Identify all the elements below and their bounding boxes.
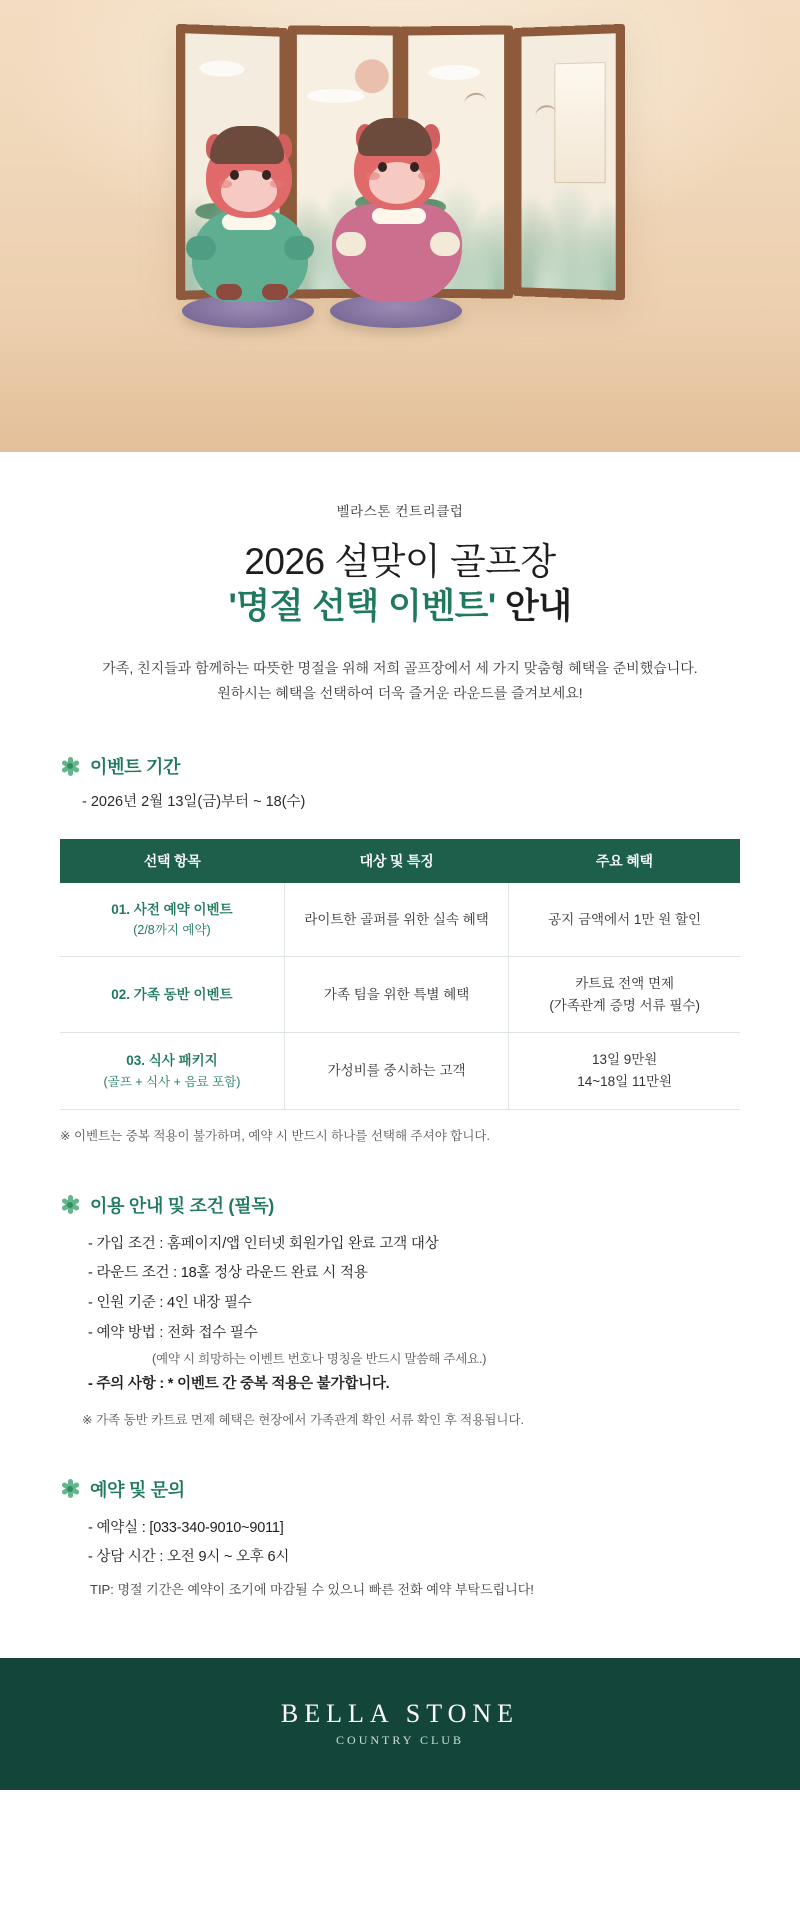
- section-guide-title: 이용 안내 및 조건 (필독): [90, 1195, 274, 1216]
- table-body: [60, 883, 740, 1109]
- footer-logo: BELLA STONE: [280, 1699, 520, 1729]
- brand-name: 벨라스톤 컨트리클럽: [336, 504, 464, 519]
- benefit-line-1: 공지 금액에서 1만 원 할인: [548, 911, 702, 927]
- title-line-2: [60, 585, 740, 630]
- list-item-note: [88, 1349, 740, 1370]
- table-cell-benefit: [509, 1033, 740, 1109]
- horse-arm-left: [336, 232, 366, 256]
- flower-icon: [60, 1479, 80, 1499]
- contact-tip: TIP: 명절 기간은 예약이 조기에 마감될 수 있으니 빠른 전화 예약 부탁드립니다!: [90, 1581, 534, 1597]
- lead-line-1: 가족, 친지들과 함께하는 따뜻한 명절을 위해 저희 골프장에서 세 가지 맞춤형 혜택을 준비했습니다.: [102, 660, 698, 677]
- table-cell-target: 라이트한 골퍼를 위한 실속 혜택: [284, 883, 508, 957]
- table-header-benefit: 주요 혜택: [509, 839, 740, 883]
- cloud-shape: [306, 89, 364, 103]
- horse-eye-right: [410, 162, 419, 172]
- contact-hours: - 상담 시간 : 오전 9시 ~ 오후 6시: [88, 1549, 290, 1566]
- horse-eye-left: [230, 170, 239, 180]
- page-footer: [0, 1658, 800, 1790]
- table-cell-item: [60, 957, 284, 1033]
- list-item: - 예약 방법 : 전화 접수 필수: [88, 1324, 258, 1341]
- flower-icon: [60, 1195, 80, 1215]
- event-options-table: [60, 839, 740, 1110]
- table-head: [60, 839, 740, 883]
- horse-collar-right: [372, 208, 426, 224]
- option-title: 01. 사전 예약 이벤트: [111, 901, 233, 917]
- crane-bird-shape: [463, 91, 486, 104]
- table-cell-benefit: [509, 957, 740, 1033]
- table-row: [60, 957, 740, 1033]
- table-note: ※ 이벤트는 중복 적용이 불가하며, 예약 시 반드시 하나를 선택해 주셔야 합니다.: [60, 1128, 490, 1143]
- title-highlight: '명절 선택 이벤트': [228, 587, 496, 627]
- section-period-text: - 2026년 2월 13일(금)부터 ~ 18(수): [82, 794, 306, 811]
- horse-arm-left: [186, 236, 216, 260]
- table-cell-benefit: [509, 883, 740, 957]
- table-cell-target: 가성비를 중시하는 고객: [284, 1033, 508, 1109]
- option-subtitle: (골프 + 식사 + 음료 포함): [103, 1074, 241, 1089]
- horse-eye-right: [262, 170, 271, 180]
- guide-footnote: ※ 가족 동반 카트료 면제 혜택은 현장에서 가족관계 확인 서류 확인 후 적용됩니다.: [82, 1412, 525, 1427]
- benefit-line-1: 카트료 전액 면제: [575, 976, 675, 992]
- horse-eye-left: [378, 162, 387, 172]
- content-area: [0, 500, 800, 1598]
- section-contact-title: 예약 및 문의: [90, 1479, 185, 1500]
- mountain-shape-light: [516, 202, 619, 291]
- contact-list: [60, 1514, 740, 1573]
- horse-foot-right: [262, 284, 288, 300]
- section-contact-heading: [60, 1476, 740, 1502]
- guide-sub-note: (예약 시 희망하는 이벤트 번호나 명칭을 반드시 말씀해 주세요.): [152, 1351, 487, 1366]
- lead-line-2: 원하시는 혜택을 선택하여 더욱 즐거운 라운드를 즐겨보세요!: [217, 684, 583, 701]
- horse-cheek-right: [270, 180, 284, 188]
- title-line-1: 2026 설맞이 골프장: [244, 541, 556, 582]
- horse-mascot-left: [186, 118, 316, 308]
- horse-arm-right: [284, 236, 314, 260]
- flower-icon: [60, 756, 80, 776]
- table-cell-item: [60, 1033, 284, 1109]
- option-title: 03. 식사 패키지: [126, 1053, 218, 1069]
- lead-paragraph: [90, 656, 710, 705]
- screen-panel-4: [512, 24, 623, 300]
- horse-mascot-right: [332, 112, 462, 308]
- cloud-shape: [199, 60, 244, 77]
- horse-mane-right: [358, 118, 432, 156]
- list-item: - 인원 기준 : 4인 내장 필수: [88, 1295, 252, 1312]
- list-item: - 라운드 조건 : 18홀 정상 라운드 완료 시 적용: [88, 1265, 368, 1282]
- horse-cheek-right: [418, 172, 432, 180]
- section-guide-heading: [60, 1192, 740, 1218]
- section-period-heading: [60, 753, 740, 779]
- sun-shape: [354, 59, 388, 93]
- option-title: 02. 가족 동반 이벤트: [111, 987, 233, 1003]
- table-cell-target: 가족 팀을 위한 특별 혜택: [284, 957, 508, 1033]
- table-row: [60, 883, 740, 957]
- list-item-caution: - 주의 사항 : * 이벤트 간 중복 적용은 불가합니다.: [88, 1375, 390, 1392]
- table-cell-item: [60, 883, 284, 957]
- list-item: - 가입 조건 : 홈페이지/앱 인터넷 회원가입 완료 고객 대상: [88, 1235, 439, 1252]
- benefit-line-2: 14~18일 11만원: [577, 1074, 673, 1090]
- horse-arm-right: [430, 232, 460, 256]
- benefit-line-1: 13일 9만원: [591, 1052, 658, 1068]
- table-header-target: 대상 및 특징: [284, 839, 508, 883]
- table-header-item: 선택 항목: [60, 839, 284, 883]
- option-subtitle: (2/8까지 예약): [133, 923, 211, 938]
- page-title: [60, 538, 740, 630]
- section-period-title: 이벤트 기간: [90, 757, 181, 778]
- horse-foot-left: [216, 284, 242, 300]
- horse-mane-left: [210, 126, 284, 164]
- benefit-line-2: (가족관계 증명 서류 필수): [549, 997, 700, 1013]
- contact-phone[interactable]: - 예약실 : [033-340-9010~9011]: [88, 1519, 284, 1536]
- guide-list: [60, 1230, 740, 1400]
- hero-floor-gradient: [0, 332, 800, 452]
- crane-bird-shape: [534, 104, 556, 117]
- title-suffix: 안내: [495, 587, 572, 627]
- table-row: [60, 1033, 740, 1109]
- footer-subtitle: COUNTRY CLUB: [336, 1733, 464, 1748]
- horse-cheek-left: [218, 180, 232, 188]
- hero-illustration: [0, 0, 800, 452]
- table-header-row: [60, 839, 740, 883]
- cloud-shape: [428, 65, 480, 80]
- horse-cheek-left: [366, 172, 380, 180]
